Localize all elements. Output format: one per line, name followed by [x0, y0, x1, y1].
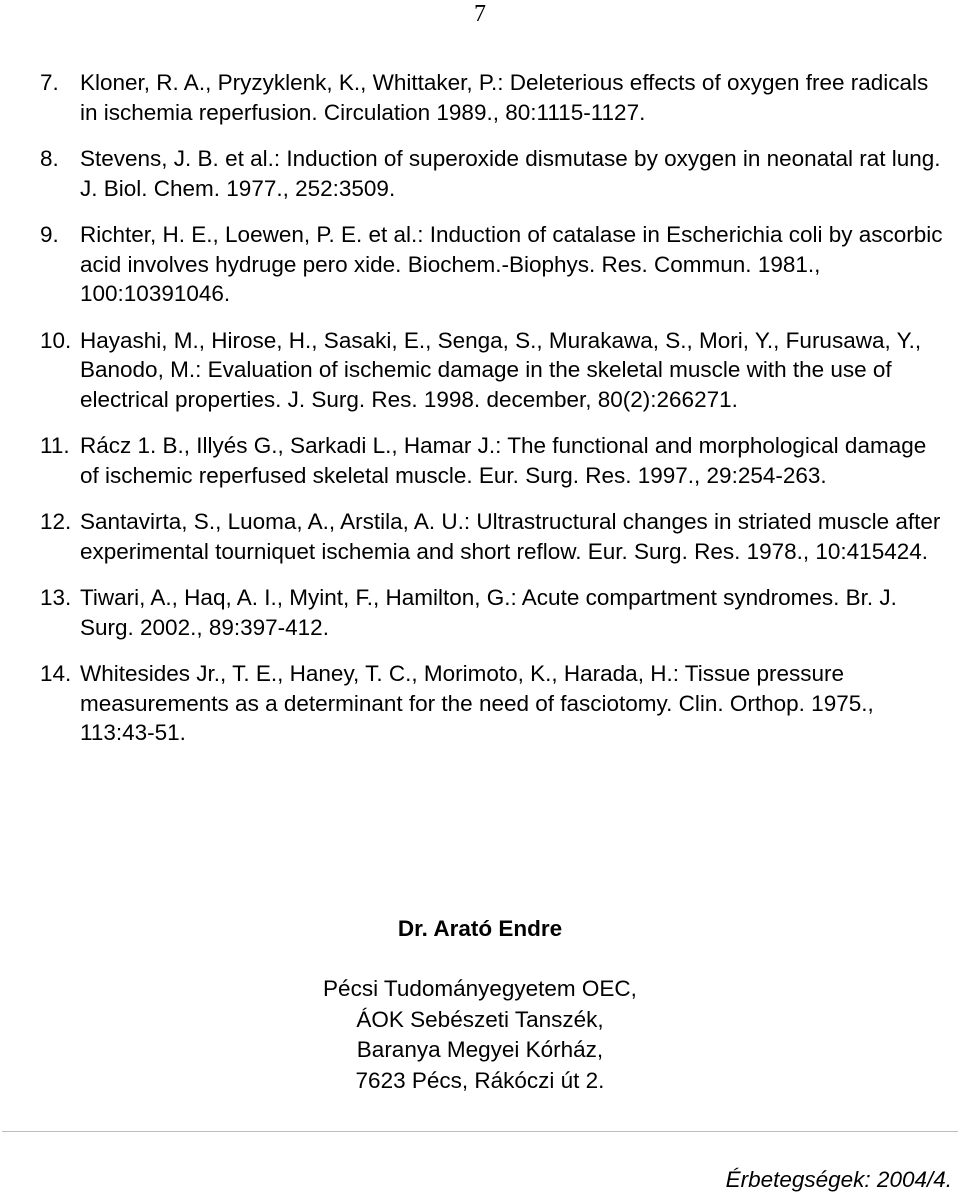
reference-text: Tiwari, A., Haq, A. I., Myint, F., Hamilton, G.: Acute compartment syndromes. Br. J. Surg. 2002., 89:397-412. — [80, 585, 897, 640]
reference-number: 14. — [40, 661, 72, 686]
affiliation-line: Baranya Megyei Kórház, — [356, 1037, 604, 1062]
reference-number: 7. — [40, 70, 59, 95]
reference-number: 8. — [40, 146, 59, 171]
reference-text: Santavirta, S., Luoma, A., Arstila, A. U.: Ultrastructural changes in striated muscle after experimental tourniquet ischemia and short reflow. Eur. Surg. Res. 1978., 10:415424. — [80, 509, 941, 564]
reference-item — [40, 326, 948, 415]
reference-text: Stevens, J. B. et al.: Induction of superoxide dismutase by oxygen in neonatal rat lung. J. Biol. Chem. 1977., 252:3509. — [80, 146, 941, 201]
affiliation-line: ÁOK Sebészeti Tanszék, — [356, 1006, 604, 1032]
reference-item — [40, 431, 948, 490]
reference-number: 11. — [40, 433, 70, 458]
reference-text: Richter, H. E., Loewen, P. E. et al.: Induction of catalase in Escherichia coli by ascorbic acid involves hydruge pero xide. Biochem.-Biophys. Res. Commun. 1981., 100:10391046. — [80, 222, 943, 306]
page-number: 7 — [474, 1, 486, 27]
reference-list — [40, 68, 948, 765]
reference-item — [40, 507, 948, 566]
reference-item — [40, 659, 948, 748]
reference-text: Kloner, R. A., Pryzyklenk, K., Whittaker, P.: Deleterious effects of oxygen free radicals in ischemia reperfusion. Circulation 1989., 80:1115-1127. — [80, 70, 929, 125]
author-name: Dr. Arató Endre — [397, 916, 563, 941]
reference-number: 9. — [40, 222, 59, 247]
reference-number: 12. — [40, 509, 72, 534]
reference-item — [40, 220, 948, 309]
reference-text: Rácz 1. B., Illyés G., Sarkadi L., Hamar J.: The functional and morphological damage of ischemic reperfused skeletal muscle. Eur. Surg. Res. 1997., 29:254-263. — [80, 433, 927, 488]
reference-text: Hayashi, M., Hirose, H., Sasaki, E., Senga, S., Murakawa, S., Mori, Y., Furusawa, Y., Banodo, M.: Evaluation of ischemic damage in the skeletal muscle with the use of electrical properties. J. Surg. Res. 1998. december, 80(2):266271. — [80, 327, 922, 412]
reference-number: 13. — [40, 585, 72, 610]
affiliation-line: Pécsi Tudományegyetem OEC, — [323, 976, 637, 1001]
author-affiliation — [0, 974, 960, 1096]
reference-item — [40, 583, 948, 642]
affiliation-line: 7623 Pécs, Rákóczi út 2. — [355, 1067, 605, 1093]
footer-divider — [2, 1131, 958, 1132]
reference-item — [40, 144, 948, 203]
journal-footer: Érbetegségek: 2004/4. — [725, 1167, 952, 1192]
reference-item — [40, 68, 948, 127]
reference-number: 10. — [40, 327, 72, 353]
reference-text: Whitesides Jr., T. E., Haney, T. C., Morimoto, K., Harada, H.: Tissue pressure measurements as a determinant for the need of fasciotomy. Clin. Orthop. 1975., 113:43-51. — [80, 661, 874, 745]
